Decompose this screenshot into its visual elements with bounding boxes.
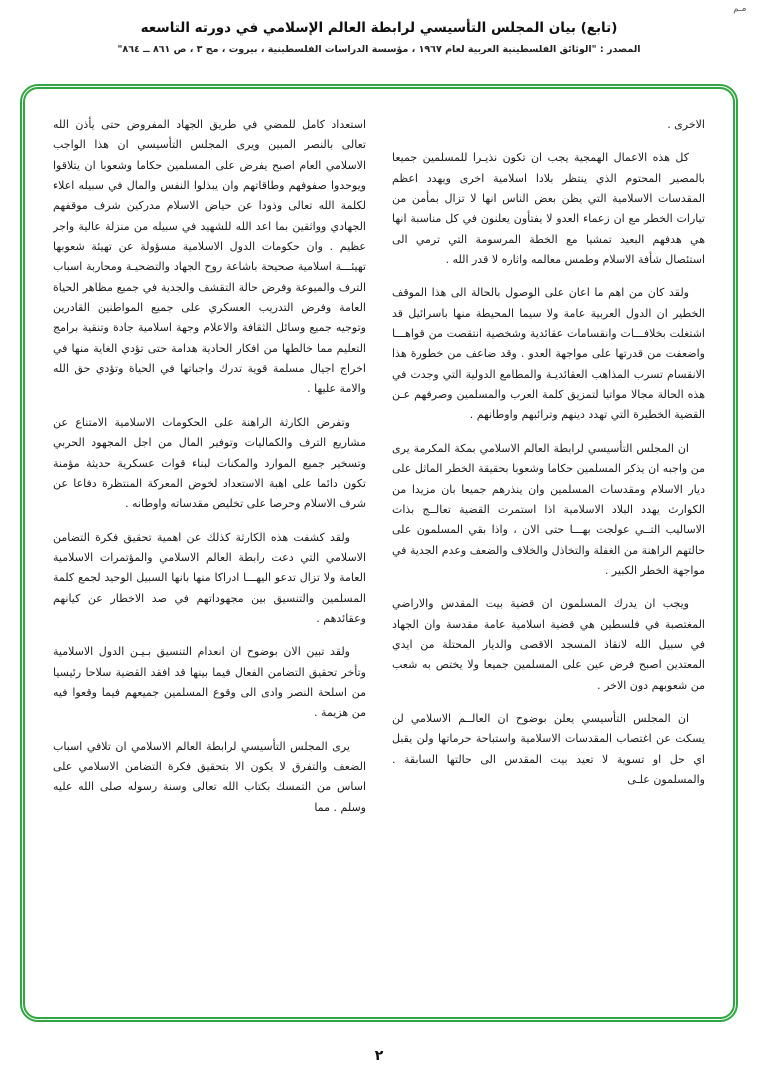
- source-citation: المصدر : "الوثائق الفلسطينية العربية لعام ١٩٦٧ ، مؤسسة الدراسات الفلسطينية ، بيروت ، مج ٣ ، ص ٨٦١ ــ ٨٦٤": [117, 44, 641, 55]
- paragraph: ان المجلس التأسيسي لرابطة العالم الاسلامي بمكة المكرمة يرى من واجبه ان يذكر المسلمين حكاما وشعوبا بحقيقة الخطر الماثل على ديار الاسلام ومقدسات المسلمين وان ينذرهم جميعا بان مزيدا من الكوارث يهدد البلاد الاسلامية اذا استمرت القضية تعالــج بذات الاساليب التــي عولجت بهـــا حتى الان ، واذا بقي المسلمون على حالتهم الراهنة من الغفلة والتخاذل والخلاف والضعف وعدم الجدية في مواجهة الخطر الكبير .: [392, 441, 705, 577]
- paragraph: ويجب ان يدرك المسلمون ان قضية بيت المقدس والاراضي المغتصبة في فلسطين هي قضية اسلامية عامة مقدسة وان الجهاد في سبيل الله لانقاذ المسجد الاقصى والديار المحتلة من ايدي المعتدين اصبح فرض عين على المسلمين جميعا ولا يختص به شعب من شعوبهم دون الاخر .: [392, 597, 705, 692]
- page-number: ٢: [374, 1048, 384, 1064]
- document-title: (تابع) بيان المجلس التأسيسي لرابطة العالم الإسلامي في دورته التاسعه: [140, 20, 618, 36]
- page-header: [0, 0, 758, 55]
- column-left: [53, 115, 366, 997]
- paragraph: ولقد تبين الان بوضوح ان انعدام التنسيق بـيـن الدول الاسلامية وتأخر تحقيق التضامن الفعال فيما بينها قد افقد القضية سلاحا رئيسيا من اسلحة النصر وادى الى وقوع المسلمين جميعهم فيما وقعوا فيه من هزيمة .: [53, 645, 366, 720]
- paragraph: ان المجلس التأسيسي يعلن بوضوح ان العالــم الاسلامي لن يسكت عن اغتصاب المقدسات الاسلامية واستباحة حرماتها ولن يقبل اي حل او تسوية لا تعيد بيت المقدس الى حالتها السابقة . والمسلمون علـى: [392, 711, 705, 786]
- content-frame: [20, 84, 738, 1022]
- paragraph: الاخرى .: [667, 118, 705, 131]
- paragraph: كل هذه الاعمال الهمجية يجب ان تكون نذيـرا للمسلمين جميعا بالمصير المحتوم الذي ينتظر بلادا اسلامية اخرى ويهدد اعظم المقدسات الاسلامية التي يظن بعض الناس انها لا تزال بمأمن من تيارات الخطر مع ان زعماء العدو لا يفتأون يعلنون في كل مناسبة انها هي هدفهم البعيد تمشيا مع الخطة المرسومة التي ترمي الى استئصال شأفة الاسلام وطمس معالمه واثاره لا قدر الله .: [392, 151, 705, 267]
- paragraph: ولقد كشفت هذه الكارثة كذلك عن اهمية تحقيق فكرة التضامن الاسلامي التي دعت رابطة العالم الاسلامي والمؤتمرات الاسلامية العامة ولا تزال تدعو اليهـــا ادراكا منها بانها السبيل الوحيد لجمع كلمة المسلمين والتنسيق بين مجهوداتهم في صد الاخطار عن كيانهم وعقائدهم .: [53, 530, 366, 625]
- paragraph: ولقد كان من اهم ما اعان على الوصول بالحالة الى هذا الموقف الخطير ان الدول العربية عامة ولا سيما المحيطة منها باسرائيل قد اشتغلت بخلافـــات وانقسامات عقائدية وشخصية انتقصت من قواهـــا واضعفت من قدرتها على مواجهة العدو . وقد ضاعف من خطورة هذا الانقسام تسرب المذاهب العقائديـة والمطامع الدولية التي وجدت في هذه الحالة مجالا مواتيا لتمزيق كلمة العرب والمسلمين وصرفهم عـن القضية الخطيرة التي تهدد دينهم وترائبهم واوطانهم .: [392, 286, 705, 422]
- paragraph: استعداد كامل للمضي في طريق الجهاد المفروض حتى يأذن الله تعالى بالنصر المبين ويرى المجلس التأسيسي ان هذا الواجب الاسلامي العام اصبح يفرض على المسلمين حكاما وشعوبا ان يتلاقوا ويوحدوا صفوفهم وطاقاتهم وان يبذلوا النفس والمال في سبيله اعلاء لكلمة الله تعالى وذودا عن حياض الاسلام مدركين شرف موقفهم الجهادي وواثقين بما اعد الله للشهيد في سبيله من منزلة عالية واجر عظيم . وان حكومات الدول الاسلامية مسؤولة عن تهيئة شعوبها تهيئـــة اسلامية صحيحة باشاعة روح الجهاد والتضحيـة ومحاربة اسباب الترف والميوعة وفرض حالة التقشف والجدية في جميع مظاهر الحياة العامة وفرض التدريب العسكري على جميع المواطنين القادرين وتوجيه جميع وسائل الثقافة والاعلام وجهة اسلامية جادة وتنقية برامج التعليم مما خالطها من افكار الحادية هدامة حتى تؤدي الغاية منها في اخراج اجيال مسلمة قوية تدرك واجباتها في الحياة وتؤدي حق الله والامة عليها .: [53, 118, 366, 396]
- corner-annotation: مـم: [732, 3, 747, 15]
- column-right: [392, 115, 705, 997]
- text-columns: [53, 115, 705, 997]
- paragraph: يرى المجلس التأسيسي لرابطة العالم الاسلامي ان تلافي اسباب الضعف والتفرق لا يكون الا بتحقيق فكرة التضامن الاسلامي على اساس من التمسك بكتاب الله تعالى وسنة رسوله صلى الله عليه وسلم . مما: [53, 739, 366, 814]
- paragraph: وتفرض الكارثة الراهنة على الحكومات الاسلامية الامتناع عن مشاريع الترف والكماليات وتوفير المال من اجل المجهود الحربي وتسخير جميع الموارد والمكنات لبناء قوات عسكرية حديثة مؤمنة تكون دائما على اهبة الاستعداد لخوض المعركة المنتظرة دفاعا عن شرف الاسلام وحرصا على تخليص مقدساته واوطانه .: [53, 415, 366, 511]
